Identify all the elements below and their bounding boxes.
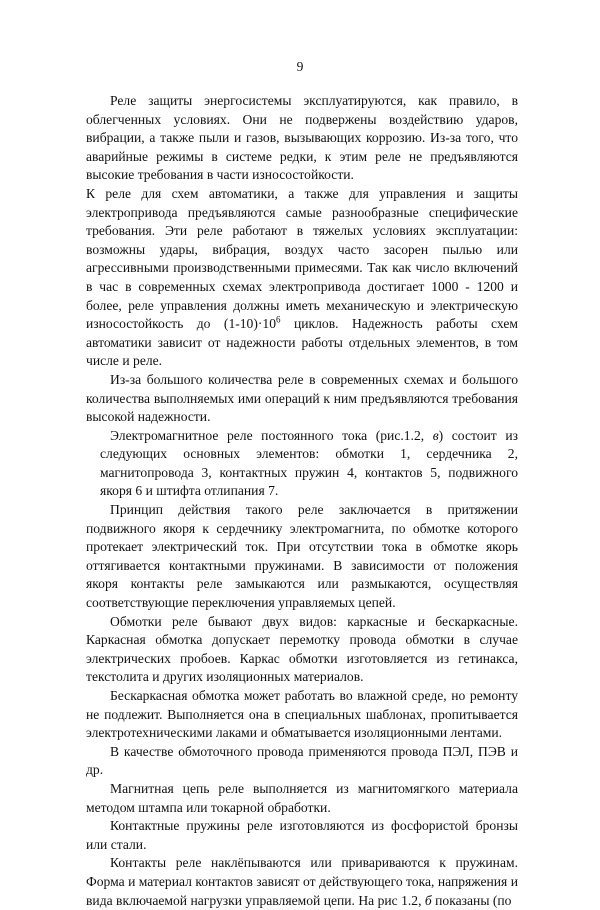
paragraph-relay-protection <box>86 92 518 185</box>
superscript-exponent: 6 <box>276 314 281 325</box>
paragraph-dc-relay-elements <box>86 427 518 501</box>
paragraph-winding-wire <box>86 743 518 780</box>
paragraph-text: Принцип действия такого реле заключается в притяжении подвижного якоря к сердечнику электромагнита, по обмотке которого протекает электрический ток. При отсутствии тока в обмотке якорь оттягивается контактными пружинами. В зависимости от положения якоря контакты реле замыкаются или размыкаются, осуществляя соответствующие переключения управляемых цепей. <box>86 502 518 611</box>
paragraph-contacts <box>86 854 518 910</box>
paragraph-text: Из-за большого количества реле в современных схемах и большого количества выполняемых ими операций к ним предъявляются требования высокой надежности. <box>86 371 518 425</box>
paragraph-text: Обмотки реле бывают двух видов: каркасные и бескаркасные. Каркасная обмотка допускает перемотку провода обмотки в случае электрических пробоев. Каркас обмотки изготовляется из гетинакса, текстолита и других изоляционных материалов. <box>86 613 518 685</box>
paragraph-text: В качестве обмоточного провода применяются провода ПЭЛ, ПЭВ и др. <box>86 743 518 778</box>
paragraph-text: Контактные пружины реле изготовляются из фосфористой бронзы или стали. <box>86 818 518 852</box>
paragraph-text: показаны (по <box>431 892 512 908</box>
paragraph-contact-springs <box>86 817 518 854</box>
paragraph-winding-types <box>86 613 518 687</box>
paragraph-text: Магнитная цепь реле выполняется из магнитомягкого материала методом штампа или токарной обработки. <box>86 780 518 815</box>
paragraph-magnetic-circuit <box>86 780 518 817</box>
figure-ref-italic: б <box>424 892 432 908</box>
paragraph-reliability <box>86 371 518 427</box>
paragraph-text: ) состоит из следующих основных элементов: обмотки 1, сердечника 2, магнитопровода 3, контактных пружин 4, контактов 5, подвижного якоря 6 и штифта отлипания 7. <box>100 427 518 499</box>
paragraph-automation-requirements <box>86 185 518 371</box>
body-text <box>86 92 518 910</box>
paragraph-text: Контакты реле наклёпываются или привариваются к пружинам. Форма и материал контактов зависят от действующего тока, напряжения и вида включаемой нагрузки управляемой цепи. На рис 1.2, <box>86 855 518 908</box>
page-number: 9 <box>296 59 304 74</box>
figure-ref-italic: в <box>432 427 439 443</box>
paragraph-frameless-winding <box>86 687 518 743</box>
paragraph-text: Реле защиты энергосистемы эксплуатируются, как правило, в облегченных условиях. Они не подвержены воздействию ударов, вибрации, а также пыли и газов, вызывающих коррозию. Из-за того, что аварийные режимы в системе редки, к этим реле не предъявляются высокие требования в части износостойкости. <box>86 93 518 183</box>
paragraph-text: Бескаркасная обмотка может работать во влажной среде, но ремонту не подлежит. Выполняется она в специальных шаблонах, пропитывается электротехническими лаками и обматывается изоляционными лентами. <box>86 688 518 741</box>
paragraph-text: циклов. Надежность работы схем автоматики зависит от надежности работы отдельных элементов, в том числе и реле. <box>86 316 519 369</box>
paragraph-text: Электромагнитное реле постоянного тока (рис.1.2, <box>110 427 433 443</box>
paragraph-operating-principle <box>86 501 518 613</box>
paragraph-text: К реле для схем автоматики, а также для управления и защиты электропривода предъявляются самые разнообразные специфические требования. Эти реле работают в тяжелых условиях эксплуатации: возможны удары, вибрация, воздух часто засорен пылью или агрессивными производственными примесями. Так как число включений в час в современных схемах электропривода достигает 1000 - 1200 и более, реле управления должны иметь механическую и электрическую износостойкость до (1-10)·10 <box>86 185 518 332</box>
